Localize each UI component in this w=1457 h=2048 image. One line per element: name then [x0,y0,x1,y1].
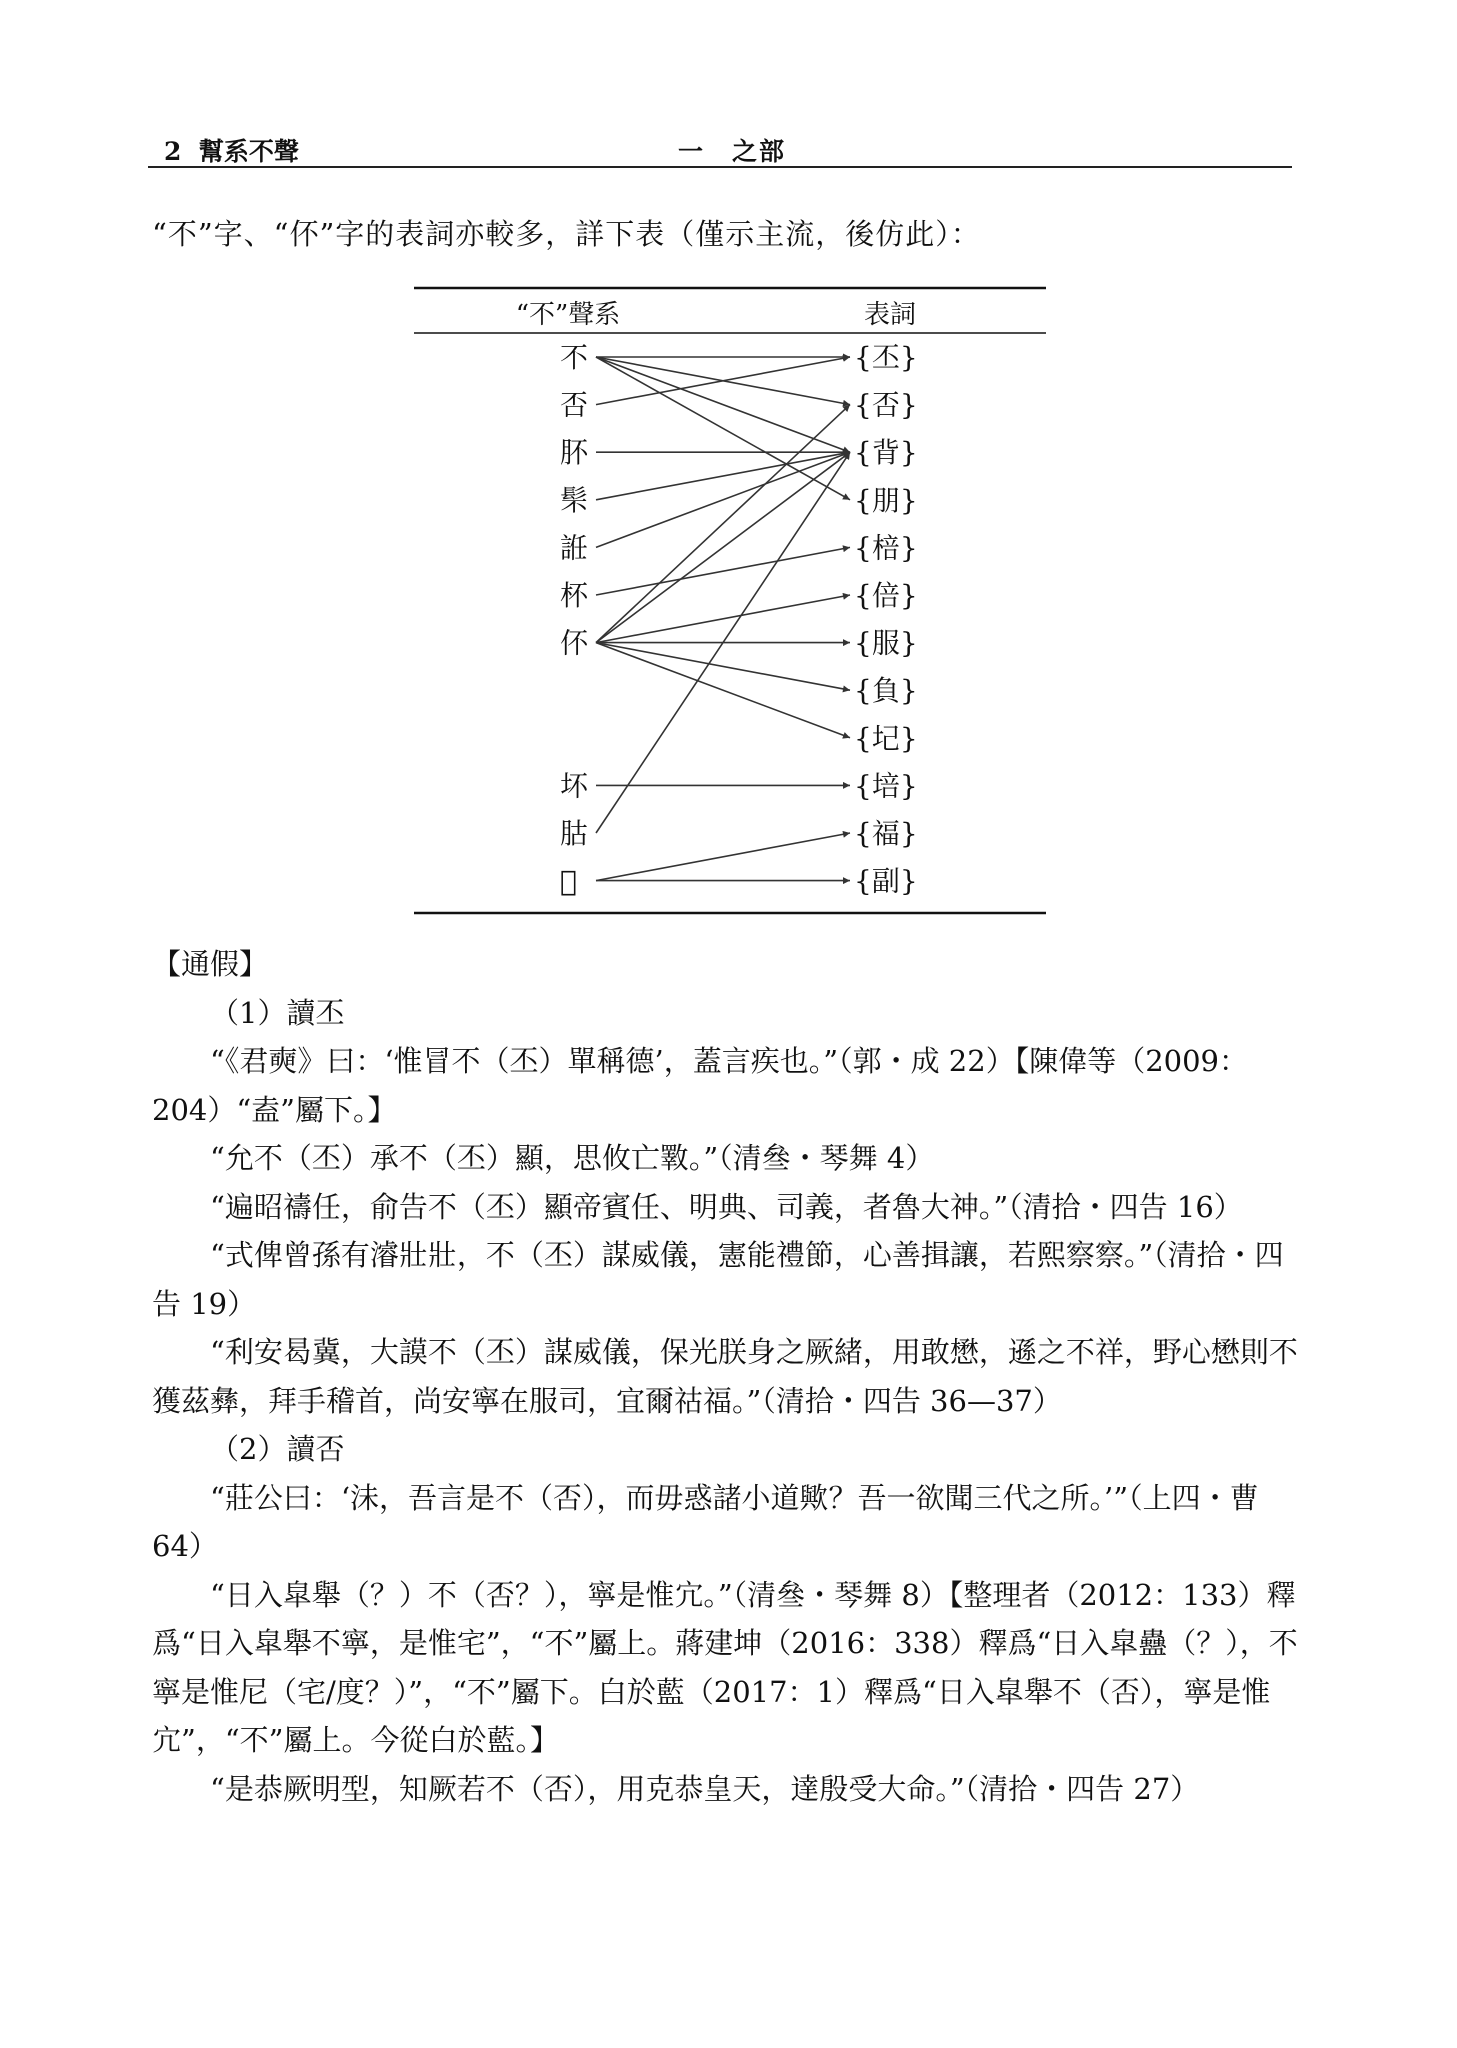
word-label: {圮} [854,721,918,755]
series-character: 否 [560,388,589,422]
citation-paragraph: “日入皐舉（？）不（否？），寧是惟宂。”（清叄・琴舞 8）【整理者（2012：133）釋爲“日入皐舉不寧，是惟宅”，“不”屬上。蔣建坤（2016：338）釋爲“日入皐蠱（？），不寧是惟尼（宅/度？）”，“不”屬下。白於藍（2017：1）釋爲“日入皐舉不（否），寧是惟宂”，“不”屬上。今從白於藍。】 [152,1577,1298,1757]
citation-paragraph: “式俾曾孫有濬壯壯，不（丕）謀威儀，憲能禮節，心善揖讓，若熙察察。”（清拾・四告 19） [152,1238,1284,1321]
link-arrow [596,452,850,642]
series-character: 不 [560,341,589,374]
word-label: {棓} [854,531,918,565]
subsection-heading: （2）讀否 [210,1432,345,1466]
series-character: 𥙊 [560,864,577,898]
page-number: 2 [164,137,182,166]
series-character: 杯 [560,579,589,612]
intro-paragraph: “不”字、“伓”字的表詞亦較多，詳下表（僅示主流，後仿此）： [152,217,981,251]
series-character: 坏 [560,769,589,803]
word-label: {丕} [854,341,918,374]
word-label: {負} [854,674,918,708]
link-arrow [596,595,850,643]
citation-paragraph: “遍昭禱任，俞告不（丕）顯帝賓任、明典、司義，者魯大神。”（清拾・四告 16） [210,1189,1243,1224]
word-label: {否} [854,388,918,422]
citation-paragraph: “莊公曰：‘沬，吾言是不（否），而毋惑諸小道歟？吾一欲聞三代之所。’”（上四・曹 64） [152,1480,1259,1563]
citation-paragraph: “是恭厥明型，知厥若不（否），用克恭皇天，達殷受大命。”（清拾・四告 27） [210,1771,1200,1806]
word-label: {培} [854,769,918,803]
word-label: {朋} [854,483,918,517]
series-character: 𦙶 [560,817,589,850]
subsection-heading: （1）讀丕 [210,995,345,1030]
paragraph-list [152,989,1312,1814]
series-character: 伓 [560,626,589,660]
word-label: {副} [854,864,918,898]
word-label: {福} [854,817,918,850]
phonetic-series-diagram [0,0,1457,940]
citation-paragraph: “允不（丕）承不（丕）顯，思攸亡斁。”（清叄・琴舞 4） [210,1141,935,1175]
link-arrow [596,833,850,881]
link-arrow [596,357,850,500]
section-title: 一 之部 [678,137,787,166]
series-character: 䯱 [560,483,589,517]
link-arrow [596,643,850,691]
book-title: 幫系不聲 [198,137,299,166]
series-character: 䛘 [560,531,589,565]
series-character: 肧 [560,436,589,470]
link-arrow [596,405,850,643]
link-arrow [596,547,850,595]
link-arrow [596,452,850,547]
section-heading: 【通假】 [152,947,269,981]
link-arrow [596,643,850,738]
column-header-series: “不”聲系 [515,300,621,330]
body-text [152,940,1312,1813]
word-label: {背} [854,436,918,470]
word-label: {服} [854,626,918,660]
link-arrow [596,452,850,500]
citation-paragraph: “《君奭》曰：‘惟冒不（丕）單稱德’，蓋言疾也。”（郭・成 22）【陳偉等（2009：204）“盍”屬下。】 [152,1044,1249,1127]
column-header-words: 表詞 [863,300,917,330]
citation-paragraph: “利安曷冀，大謨不（丕）謀威儀，保光朕身之厥緒，用敢懋，遜之不祥，野心懋則不獲茲彝，拜手稽首，尚安寧在服司，宜爾祜福。”（清拾・四告 36—37） [152,1335,1298,1418]
word-label: {倍} [854,579,918,612]
link-arrow [596,357,850,452]
